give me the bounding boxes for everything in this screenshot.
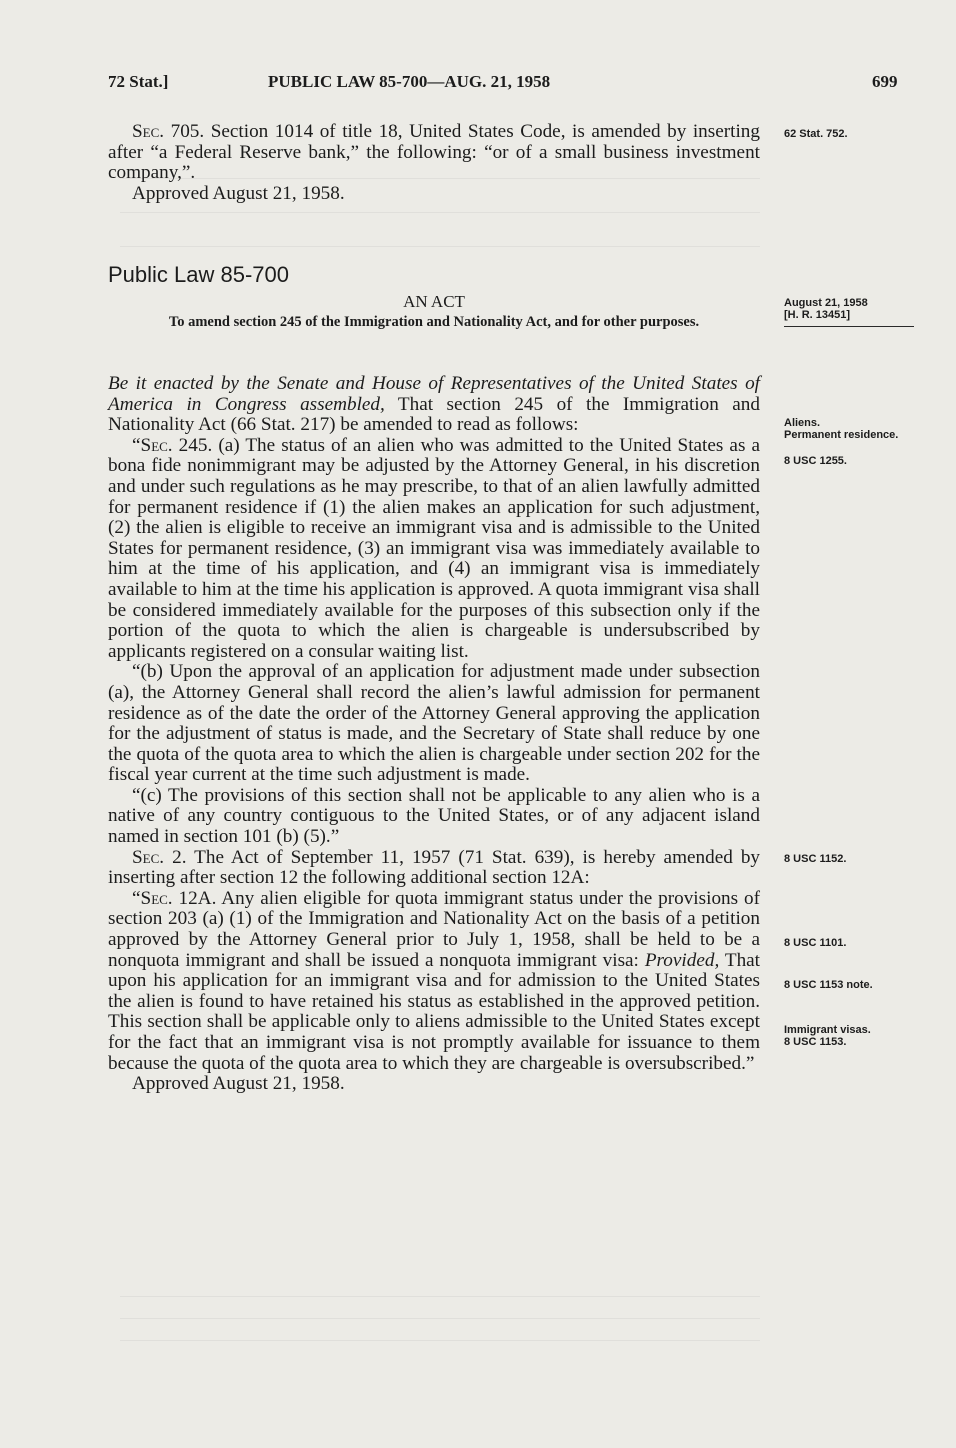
sec705-label: Sec. 705. xyxy=(132,121,205,142)
enacting-italic: Be it enacted by the Senate and House of Representatives of the United States of America in Congress assembled, xyxy=(108,373,760,415)
enacting-text: That section 245 of the Immigration and Nationality Act (66 Stat. 217) be amended to read as follows: xyxy=(108,393,760,436)
margin-note-hr: [H. R. 13451] xyxy=(784,309,851,321)
provided-word: Provided, xyxy=(644,949,720,971)
margin-note-8-usc-1101: 8 USC 1101. xyxy=(784,937,847,949)
sec2-label: Sec. xyxy=(132,846,165,868)
header-stat-volume: 72 Stat.] xyxy=(108,72,169,91)
header-title: PUBLIC LAW 85-700—AUG. 21, 1958 xyxy=(268,72,551,91)
sec12a-label: “Sec. xyxy=(132,887,173,909)
sec2-text: 2. The Act of September 11, 1957 (71 Stat. 639), is hereby amended by inserting after section 12 the following additional section 12A: xyxy=(108,846,761,889)
sec705-text: Section 1014 of title 18, United States Code, is amended by inserting after “a Federal Reserve bank,” the following: “or of a small business investment company,”. xyxy=(108,121,760,184)
enacting-clause xyxy=(108,374,760,436)
subsection-a xyxy=(108,436,760,663)
act-body xyxy=(108,374,760,1095)
page-number: 699 xyxy=(872,72,898,91)
section-12a xyxy=(108,889,760,1074)
margin-note-immigrant-visas: Immigrant visas. xyxy=(784,1024,871,1036)
subsection-b: “(b) Upon the approval of an application for adjustment made under subsection (a), the Attorney General shall record the alien’s lawful admission for permanent residence as of the date the order of the Attorney General approving the application for the adjustment of status is made, and the Secretary of State shall reduce by one the quota of the quota area to which the alien is chargeable under section 202 for the fiscal year current at the time such adjustment is made. xyxy=(108,661,760,786)
section-705 xyxy=(108,122,760,204)
sec245-label: “Sec. xyxy=(132,434,173,456)
margin-note-8-usc-1153-note: 8 USC 1153 note. xyxy=(784,979,873,991)
margin-note-8-usc-1153: 8 USC 1153. xyxy=(784,1036,847,1048)
act-purpose: To amend section 245 of the Immigration and Nationality Act, and for other purposes. xyxy=(168,314,700,330)
margin-note-8-usc-1255: 8 USC 1255. xyxy=(784,455,847,467)
margin-note-8-usc-1152: 8 USC 1152. xyxy=(784,853,847,865)
final-approved: Approved August 21, 1958. xyxy=(132,1073,345,1095)
margin-note-62-stat-752: 62 Stat. 752. xyxy=(784,128,848,140)
subsection-a-text: 245. (a) The status of an alien who was admitted to the United States as a bona fide nonimmigrant may be adjusted by the Attorney General, in his discretion and under such regulations as he may prescribe, to that of an alien lawfully admitted for permanent residence if (1) the alien makes an application for such adjustment, (2) the alien is eligible to receive an immigrant visa and is admissible to the United States for permanent residence, (3) an immigrant visa was immediately available to him at the time of his application, and (4) an immigrant visa is immediately available to him at the time his application is approved. A quota immigrant visa shall be considered immediately available for the purposes of this subsection only if the portion of the quota to which the alien is chargeable is undersubscribed by applicants registered on a consular waiting list. xyxy=(108,434,760,662)
sec12a-text: 12A. Any alien eligible for quota immigrant status under the provisions of section 203 (a) (1) of the Immigration and Nationality Act on the basis of a petition approved by the Attorney General prior to July 1, 1958, shall be held to be a nonquota immigrant and shall be issued a nonquota immigrant visa: xyxy=(108,887,760,971)
margin-note-permanent-residence: Permanent residence. xyxy=(784,429,899,441)
section-2 xyxy=(108,848,760,889)
subsection-c: “(c) The provisions of this section shall not be applicable to any alien who is a native of any country contiguous to the United States, or of any adjacent island named in section 101 (b) (5).” xyxy=(108,784,760,848)
margin-rule xyxy=(784,326,914,327)
margin-note-date: August 21, 1958 xyxy=(784,297,868,309)
act-heading: AN ACT xyxy=(403,292,465,311)
public-law-title: Public Law 85-700 xyxy=(108,262,290,287)
sec12a-text-after: That upon his application for an immigrant visa and for admission to the United States the alien is found to have retained his status as established in the approved petition. This section shall be applicable only to aliens admissible to the United States except for the fact that an immigrant visa is not promptly available for issuance to them because the quota of the quota area to which they are chargeable is oversubscribed.” xyxy=(108,949,761,1074)
sec705-approved: Approved August 21, 1958. xyxy=(132,182,345,204)
margin-note-aliens: Aliens. xyxy=(784,417,821,429)
